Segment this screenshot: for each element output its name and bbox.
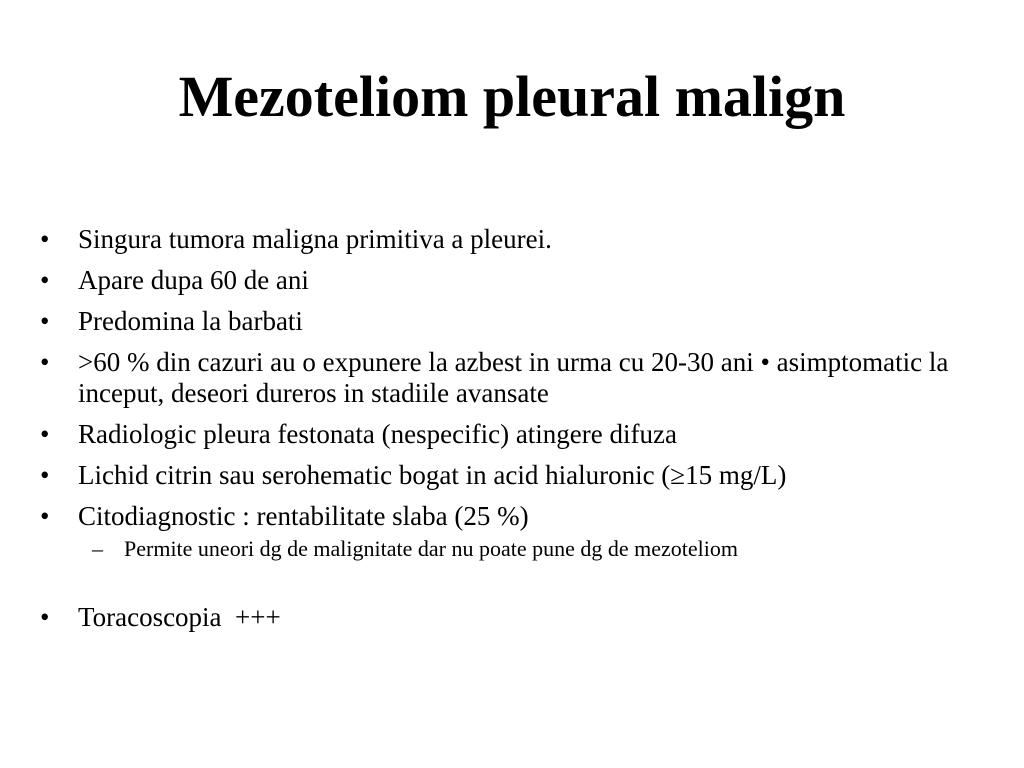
- bullet-icon: •: [40, 419, 50, 449]
- list-item-text: Predomina la barbati: [78, 306, 303, 336]
- bullet-icon: •: [40, 265, 50, 295]
- list-item: [40, 265, 990, 296]
- list-item: [40, 224, 990, 255]
- list-item-text: >60 % din cazuri au o expunere la azbest in urma cu 20-30 ani • asimptomatic la inceput, deseori dureros in stadiile avansate: [78, 347, 949, 408]
- sub-list: [78, 536, 990, 562]
- slide-title: Mezoteliom pleural malign: [178, 64, 846, 129]
- list-item: [40, 460, 990, 491]
- bullet-icon: •: [40, 460, 50, 490]
- bullet-icon: •: [40, 501, 50, 531]
- list-item-text: Radiologic pleura festonata (nespecific) atingere difuza: [78, 419, 677, 449]
- list-item-text: Apare dupa 60 de ani: [78, 265, 309, 295]
- sub-list-item: [78, 536, 990, 562]
- bullet-icon: •: [40, 224, 50, 254]
- list-item: [40, 602, 990, 633]
- list-item-text: Citodiagnostic : rentabilitate slaba (25 %): [78, 501, 529, 531]
- list-item: [40, 306, 990, 337]
- sub-list-item-text: Permite uneori dg de malignitate dar nu poate pune dg de mezoteliom: [124, 536, 738, 561]
- bullet-list: [40, 224, 990, 643]
- list-item: [40, 501, 990, 562]
- list-item: [40, 347, 990, 409]
- bullet-icon: •: [40, 306, 50, 336]
- list-item-text: Lichid citrin sau serohematic bogat in acid hialuronic (≥15 mg/L): [78, 460, 787, 490]
- bullet-icon: •: [40, 347, 50, 377]
- bullet-icon: •: [40, 602, 50, 632]
- list-item-text: Singura tumora maligna primitiva a pleurei.: [78, 224, 552, 254]
- list-item-text: Toracoscopia +++: [78, 602, 281, 632]
- list-item: [40, 419, 990, 450]
- dash-icon: –: [92, 536, 103, 561]
